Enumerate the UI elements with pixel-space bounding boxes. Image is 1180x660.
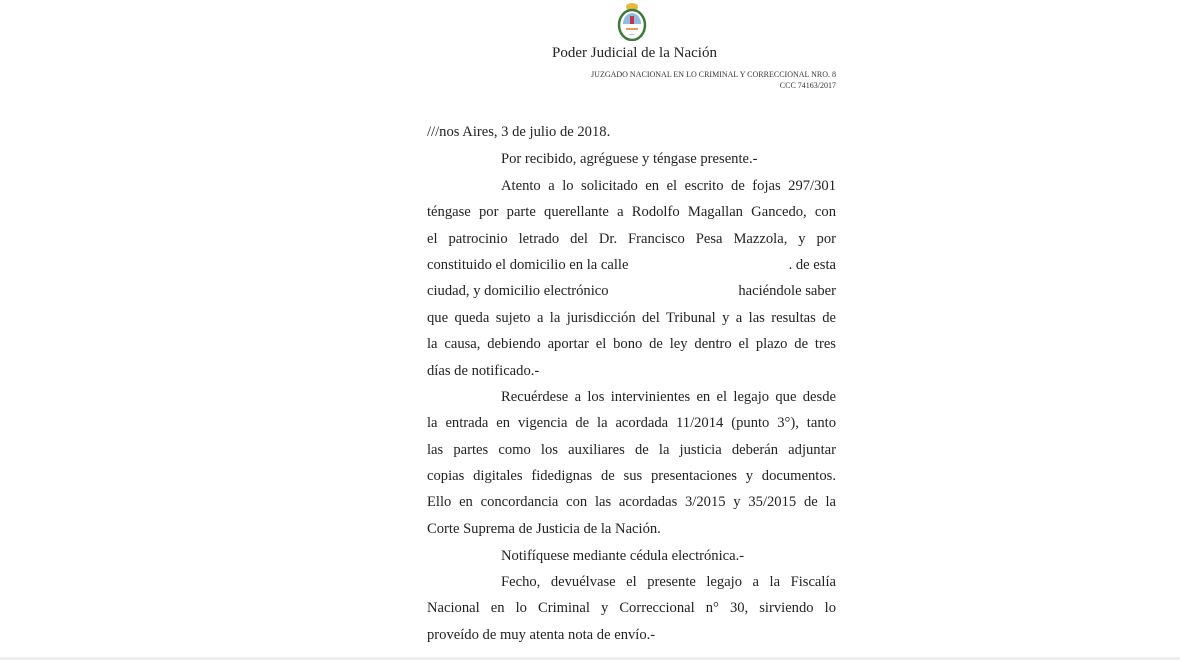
text-line: Ello en concordancia con las acordadas 3/2015 y 35/2015 de la <box>427 494 836 510</box>
court-subtitle <box>591 69 836 91</box>
text-line: que queda sujeto a la jurisdicción del Tribunal y a las resultas de <box>427 310 836 326</box>
text-line: Por recibido, agréguese y téngase presente.- <box>501 151 758 167</box>
text-line: Nacional en lo Criminal y Correccional n° 30, sirviendo lo <box>427 600 836 616</box>
text-line: téngase por parte querellante a Rodolfo Magallan Gancedo, con <box>427 204 836 220</box>
date-line: ///nos Aires, 3 de julio de 2018. <box>427 124 611 140</box>
text-segment: . de esta <box>788 257 836 273</box>
text-line: las partes como los auxiliares de la justicia deberán adjuntar <box>427 442 836 458</box>
text-line: Notifíquese mediante cédula electrónica.- <box>501 548 745 564</box>
redacted-line <box>427 255 836 275</box>
text-line: Recuérdese a los intervinientes en el legajo que desde <box>501 389 836 405</box>
text-line: Atento a lo solicitado en el escrito de fojas 297/301 <box>501 178 836 194</box>
text-line: días de notificado.- <box>427 363 540 379</box>
text-line: proveído de muy atenta nota de envío.- <box>427 627 656 643</box>
text-line: copias digitales fidedignas de sus presentaciones y documentos. <box>427 468 836 484</box>
juzgado-name: JUZGADO NACIONAL EN LO CRIMINAL Y CORRECCIONAL NRO. 8 <box>591 70 836 79</box>
text-line: la causa, debiendo aportar el bono de ley dentro el plazo de tres <box>427 336 836 352</box>
text-line: Fecho, devuélvase el presente legajo a la Fiscalía <box>501 574 836 590</box>
coat-of-arms-seal <box>617 1 647 41</box>
text-segment: ciudad, y domicilio electrónico <box>427 283 609 299</box>
text-line: Corte Suprema de Justicia de la Nación. <box>427 521 661 537</box>
redacted-line <box>427 281 836 301</box>
text-line: el patrocinio letrado del Dr. Francisco Pesa Mazzola, y por <box>427 231 836 247</box>
text-segment: constituido el domicilio en la calle <box>427 257 629 273</box>
case-number: CCC 74163/2017 <box>779 81 836 90</box>
court-title: Poder Judicial de la Nación <box>552 45 717 61</box>
text-segment: haciéndole saber <box>738 283 836 299</box>
text-line: la entrada en vigencia de la acordada 11/2014 (punto 3°), tanto <box>427 415 836 431</box>
